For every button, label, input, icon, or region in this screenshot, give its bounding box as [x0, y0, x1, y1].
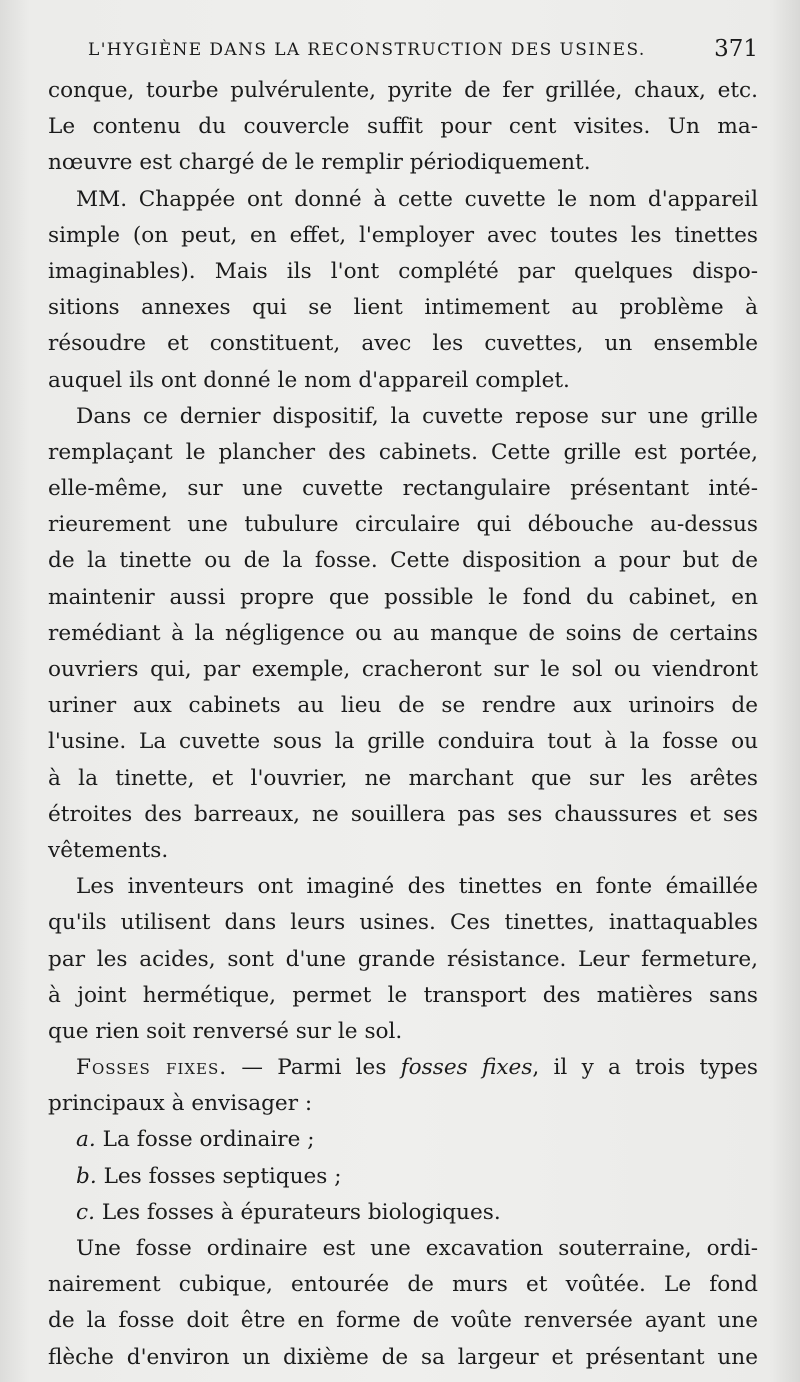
- text-line: remédiant à la négligence ou au manque de soins de certains: [48, 620, 758, 646]
- section-heading-line: [48, 1050, 758, 1086]
- text-line: maintenir aussi propre que possible le fond du cabinet, en: [48, 584, 758, 610]
- text-line: Le contenu du couvercle suffit pour cent visites. Un ma-: [48, 114, 758, 140]
- list-item: [48, 1122, 758, 1158]
- text-line: de la tinette ou de la fosse. Cette disposition a pour but de: [48, 548, 758, 574]
- text-line: auquel ils ont donné le nom d'appareil complet.: [48, 367, 570, 393]
- page-header: [88, 36, 758, 66]
- text-line: résoudre et constituent, avec les cuvettes, un ensemble: [48, 331, 758, 357]
- list-marker: c.: [76, 1199, 95, 1225]
- text-line: principaux à envisager :: [48, 1091, 313, 1117]
- text-line: à joint hermétique, permet le transport des matières sans: [48, 982, 758, 1008]
- text-line: vêtements.: [48, 837, 169, 863]
- text-line: conque, tourbe pulvérulente, pyrite de fer grillée, chaux, etc.: [48, 78, 758, 103]
- text-line: que rien soit renversé sur le sol.: [48, 1018, 403, 1044]
- body-text: [48, 73, 758, 1376]
- page-number: 371: [714, 36, 758, 62]
- text-line: par les acides, sont d'une grande résistance. Leur fermeture,: [48, 946, 758, 972]
- section-intro-text-end: , il y a trois types: [532, 1055, 758, 1081]
- section-heading: Fosses fixes.: [76, 1055, 228, 1081]
- text-line: qu'ils utilisent dans leurs usines. Ces tinettes, inattaquables: [48, 910, 758, 936]
- text-line: uriner aux cabinets au lieu de se rendre aux urinoirs de: [48, 693, 758, 719]
- text-line: l'usine. La cuvette sous la grille conduira tout à la fosse ou: [48, 729, 758, 755]
- text-line: imaginables). Mais ils l'ont complété par quelques dispo-: [48, 258, 758, 284]
- text-line: nairement cubique, entourée de murs et voûtée. Le fond: [48, 1272, 758, 1298]
- text-line: nœuvre est chargé de le remplir périodiquement.: [48, 150, 591, 176]
- text-line: étroites des barreaux, ne souillera pas ses chaussures et ses: [48, 801, 758, 827]
- text-line: ouvriers qui, par exemple, cracheront sur le sol ou viendront: [48, 657, 758, 682]
- text-line: elle-même, sur une cuvette rectangulaire présentant inté-: [48, 476, 758, 502]
- section-intro-text: — Parmi les: [227, 1055, 401, 1081]
- list-item: [48, 1159, 758, 1195]
- text-line: MM. Chappée ont donné à cette cuvette le nom d'appareil: [76, 186, 758, 212]
- text-line: Une fosse ordinaire est une excavation souterraine, ordi-: [76, 1236, 758, 1261]
- text-line: flèche d'environ un dixième de sa largeur et présentant une: [48, 1344, 758, 1370]
- text-line: rieurement une tubulure circulaire qui débouche au-dessus: [48, 512, 758, 538]
- list-item-text: Les fosses septiques ;: [103, 1163, 342, 1189]
- running-title: L'HYGIÈNE DANS LA RECONSTRUCTION DES USINES.: [88, 40, 646, 60]
- list-marker: b.: [76, 1163, 97, 1189]
- section-intro-italic: fosses fixes: [400, 1055, 533, 1081]
- text-line: sitions annexes qui se lient intimement au problème à: [48, 295, 758, 321]
- text-line: simple (on peut, en effet, l'employer avec toutes les tinettes: [48, 222, 758, 248]
- text-line: Les inventeurs ont imaginé des tinettes en fonte émaillée: [76, 874, 758, 900]
- list-marker: a.: [76, 1127, 96, 1153]
- list-item-text: Les fosses à épurateurs biologiques.: [101, 1199, 501, 1225]
- list-item-text: La fosse ordinaire ;: [102, 1127, 315, 1153]
- text-line: à la tinette, et l'ouvrier, ne marchant que sur les arêtes: [48, 765, 758, 791]
- text-line: de la fosse doit être en forme de voûte renversée ayant une: [48, 1308, 758, 1334]
- list-item: [48, 1195, 758, 1231]
- text-line: remplaçant le plancher des cabinets. Cette grille est portée,: [48, 439, 758, 465]
- text-line: Dans ce dernier dispositif, la cuvette repose sur une grille: [76, 403, 758, 429]
